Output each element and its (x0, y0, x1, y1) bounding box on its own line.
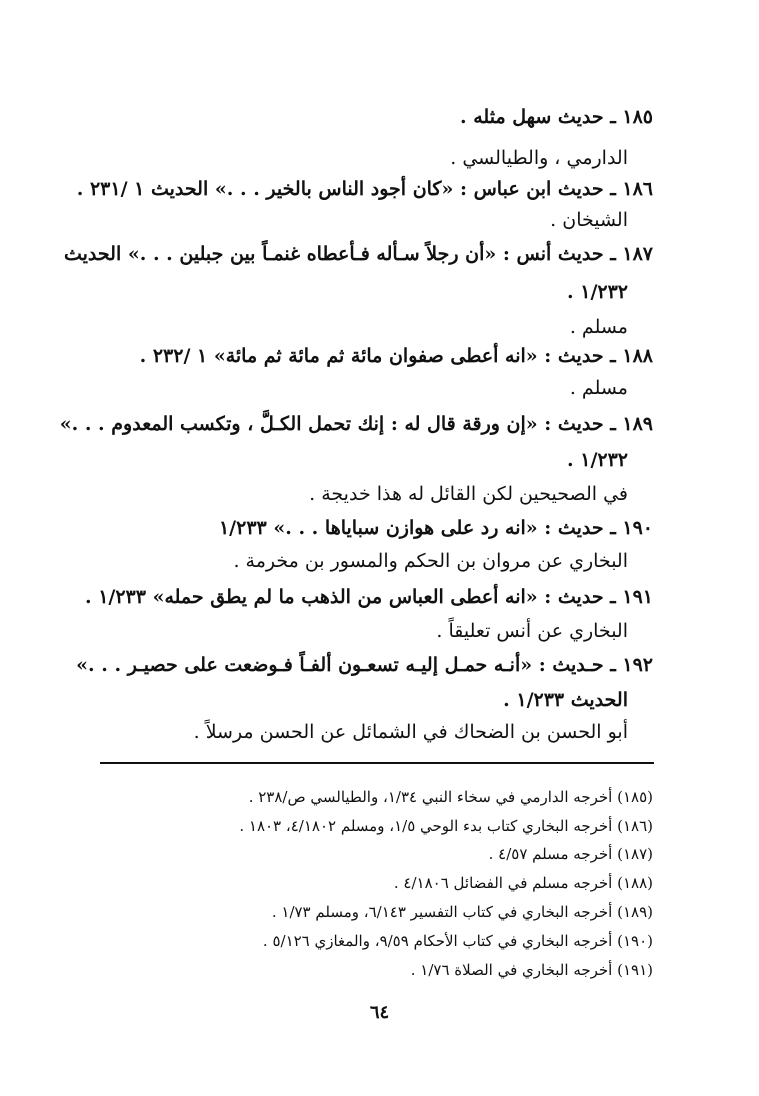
footnote-188: (١٨٨) أخرجه مسلم في الفضائل ٤/١٨٠٦ . (393, 874, 653, 892)
footnote-divider (100, 762, 654, 764)
entry-192-hadith: ١٩٢ ـ حـديث : «أنـه حمـل إليـه تسعـون ألفـاً فـوضعت على حصيـر . . .» (76, 654, 653, 676)
entry-185-source: الدارمي ، والطيالسي . (450, 147, 628, 169)
footnote-190: (١٩٠) أخرجه البخاري في كتاب الأحكام ٩/٥٩، والمغازي ٥/١٢٦ . (262, 932, 653, 950)
entry-185-hadith: ١٨٥ ـ حديث سهل مثله . (460, 106, 653, 128)
footnote-185: (١٨٥) أخرجه الدارمي في سخاء النبي ١/٣٤، والطيالسي ص/٢٣٨ . (248, 788, 653, 806)
entry-187-hadith-cont: ١/٢٣٢ . (567, 281, 628, 303)
entry-186-hadith: ١٨٦ ـ حديث ابن عباس : «كان أجود الناس بالخير . . .» الحديث ١ /٢٣١ . (76, 178, 653, 200)
entry-186-source: الشيخان . (550, 209, 628, 231)
entry-190-hadith: ١٩٠ ـ حديث : «انه رد على هوازن سباياها . . .» ١/٢٣٣ (218, 517, 653, 539)
footnote-186: (١٨٦) أخرجه البخاري كتاب بدء الوحي ١/٥، ومسلم ٤/١٨٠٢، ١٨٠٣ . (239, 817, 653, 835)
page-number: ٦٤ (369, 1002, 390, 1023)
entry-188-hadith: ١٨٨ ـ حديث : «انه أعطى صفوان مائة ثم مائة ثم مائة» ١ /٢٣٢ . (139, 345, 653, 367)
footnote-187: (١٨٧) أخرجه مسلم ٤/٥٧ . (488, 845, 653, 863)
entry-192-source: أبو الحسن بن الضحاك في الشمائل عن الحسن مرسلاً . (193, 721, 628, 743)
entry-192-hadith-cont: الحديث ١/٢٣٣ . (503, 689, 628, 711)
entry-187-source: مسلم . (569, 316, 628, 338)
footnote-191: (١٩١) أخرجه البخاري في الصلاة ١/٧٦ . (410, 961, 653, 979)
footnote-189: (١٨٩) أخرجه البخاري في كتاب التفسير ٦/١٤٣، ومسلم ١/٧٣ . (271, 903, 653, 921)
entry-189-hadith-cont: ١/٢٣٢ . (567, 449, 628, 471)
entry-190-source: البخاري عن مروان بن الحكم والمسور بن مخرمة . (233, 550, 628, 572)
entry-188-source: مسلم . (569, 377, 628, 399)
entry-191-source: البخاري عن أنس تعليقاً . (436, 620, 628, 642)
entry-189-source: في الصحيحين لكن القائل له هذا خديجة . (309, 483, 628, 505)
entry-187-hadith: ١٨٧ ـ حديث أنس : «أن رجلاً سـأله فـأعطاه غنمـاً بين جبلين . . .» الحديث (63, 243, 653, 265)
entry-189-hadith: ١٨٩ ـ حديث : «إن ورقة قال له : إنك تحمل الكـلَّ ، وتكسب المعدوم . . .» (59, 413, 653, 435)
entry-191-hadith: ١٩١ ـ حديث : «انه أعطى العباس من الذهب ما لم يطق حمله» ١/٢٣٣ . (84, 586, 653, 608)
